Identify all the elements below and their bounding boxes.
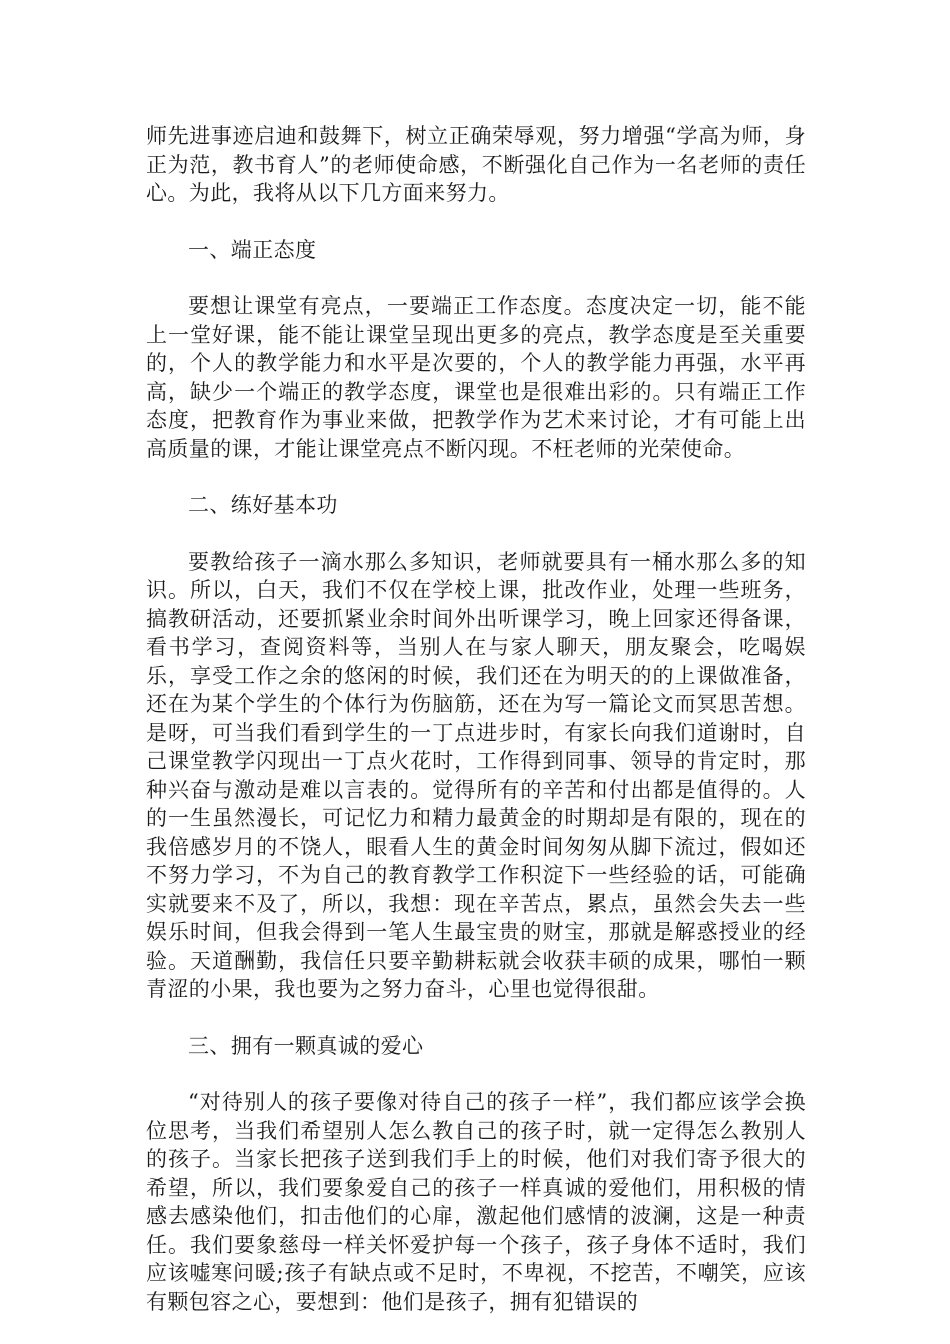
section-heading-3: 三、拥有一颗真诚的爱心 — [188, 1033, 424, 1058]
document-page — [146, 122, 806, 1316]
section-body-1: 要想让课堂有亮点，一要端正工作态度。态度决定一切，能不能上一堂好课，能不能让课堂呈现出更多的亮点，教学态度是至关重要的，个人的教学能力和水平是次要的，个人的教学能力再强，水平再高，缺少一个端正的教学态度，课堂也是很难出彩的。只有端正工作态度，把教育作为事业来做，把教学作为艺术来讨论，才有可能上出高质量的课，才能让课堂亮点不断闪现。不枉老师的光荣使命。 — [146, 294, 806, 461]
section-body-3: “对待别人的孩子要像对待自己的孩子一样”，我们都应该学会换位思考，当我们希望别人怎么教自己的孩子时，就一定得怎么教别人的孩子。当家长把孩子送到我们手上的时候，他们对我们寄予很大的希望，所以，我们要象爱自己的孩子一样真诚的爱他们，用积极的情感去感染他们，扣击他们的心扉，激起他们感情的波澜，这是一种责任。我们要象慈母一样关怀爱护每一个孩子，孩子身体不适时，我们应该嘘寒问暖;孩子有缺点或不足时，不卑视，不挖苦，不嘲笑，应该有颗包容之心，要想到：他们是孩子，拥有犯错误的 — [146, 1090, 806, 1314]
spacer — [146, 463, 806, 491]
section-body-2: 要教给孩子一滴水那么多知识，老师就要具有一桶水那么多的知识。所以，白天，我们不仅在学校上课，批改作业，处理一些班务，搞教研活动，还要抓紧业余时间外出听课学习，晚上回家还得备课，看书学习，查阅资料等，当别人在与家人聊天，朋友聚会，吃喝娱乐，享受工作之余的悠闲的时候，我们还在为明天的的上课做准备，还在为某个学生的个体行为伤脑筋，还在为写一篇论文而冥思苦想。是呀，可当我们看到学生的一丁点进步时，有家长向我们道谢时，自己课堂教学闪现出一丁点火花时，工作得到同事、领导的肯定时，那种兴奋与激动是难以言表的。觉得所有的辛苦和付出都是值得的。人的一生虽然漫长，可记忆力和精力最黄金的时期却是有限的，现在的我倍感岁月的不饶人，眼看人生的黄金时间匆匆从脚下流过，假如还不努力学习，不为自己的教育教学工作积淀下一些经验的话，可能确实就要来不及了，所以，我想：现在辛苦点，累点，虽然会失去一些娱乐时间，但我会得到一笔人生最宝贵的财宝，那就是解惑授业的经验。天道酬勤，我信任只要辛勤耕耘就会收获丰硕的成果，哪怕一颗青涩的小果，我也要为之努力奋斗，心里也觉得很甜。 — [146, 549, 806, 1001]
spacer — [146, 1060, 806, 1088]
section-heading-1: 一、端正态度 — [188, 237, 317, 262]
intro-paragraph: 师先进事迹启迪和鼓舞下，树立正确荣辱观，努力增强“学高为师，身正为范，教书育人”的老师使命感，不断强化自己作为一名老师的责任心。为此，我将从以下几方面来努力。 — [146, 124, 806, 205]
section-heading-2: 二、练好基本功 — [188, 493, 338, 517]
spacer — [146, 264, 806, 292]
spacer — [146, 1004, 806, 1032]
spacer — [146, 520, 806, 548]
spacer — [146, 208, 806, 236]
